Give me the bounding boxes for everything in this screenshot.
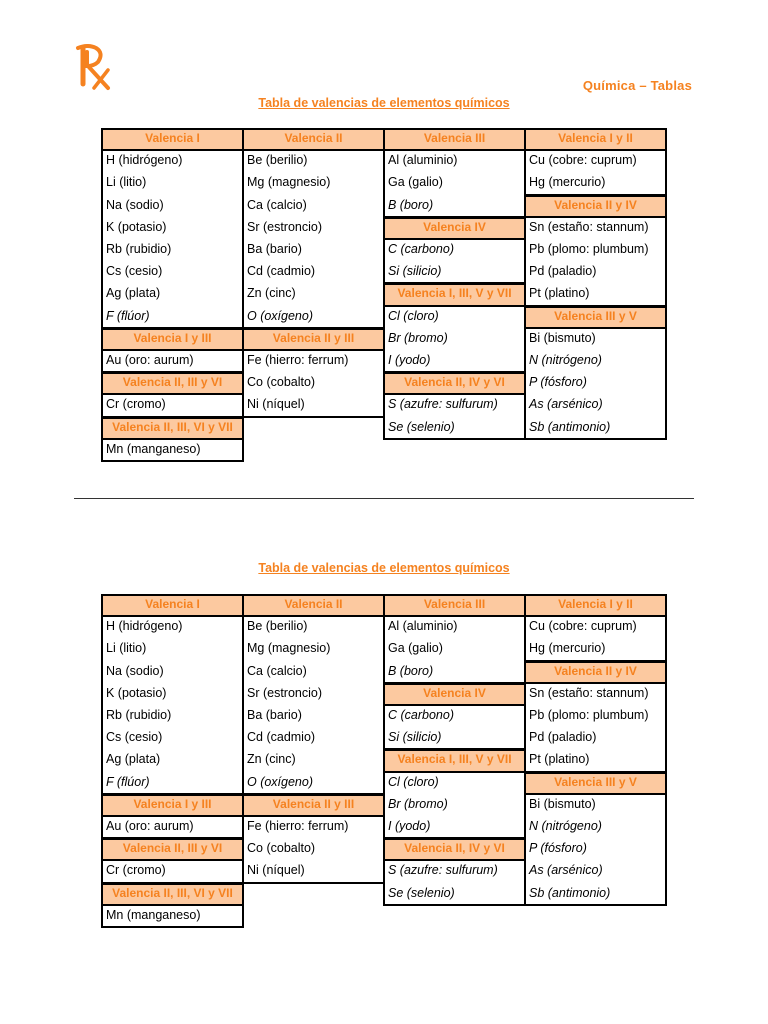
element-cell: Na (sodio) — [106, 663, 164, 678]
header-underline — [383, 771, 526, 773]
valence-header-valencia-ii-y-iv: Valencia II y IV — [525, 661, 666, 683]
element-cell: Bi (bismuto) — [529, 330, 596, 345]
valence-header-valencia-i-y-ii: Valencia I y II — [525, 594, 666, 616]
element-cell: Mg (magnesio) — [247, 175, 331, 190]
element-cell: Zn (cinc) — [247, 286, 296, 301]
valence-header-valencia-iii-y-v: Valencia III y V — [525, 772, 666, 794]
element-cell: Cd (cadmio) — [247, 730, 316, 745]
element-cell: Sr (estroncio) — [247, 219, 323, 234]
header-underline — [101, 615, 244, 617]
element-cell: Rb (rubidio) — [106, 708, 172, 722]
table-title: Tabla de valencias de elementos químicos — [258, 561, 510, 575]
valence-header-valencia-iv: Valencia IV — [384, 683, 525, 705]
element-cell: Pt (platino) — [529, 286, 590, 301]
page-header-title: Química – Tablas — [582, 78, 692, 93]
element-cell: H (hidrógeno) — [106, 153, 183, 168]
element-cell: Cr (cromo) — [106, 397, 166, 412]
element-cell: Cu (cobre: cuprum) — [529, 153, 637, 168]
valence-header-valencia-ii-iii-y-vi: Valencia II, III y VI — [102, 372, 243, 394]
element-cell: Cd (cadmio) — [247, 264, 316, 279]
element-cell: Li (litio) — [106, 175, 147, 190]
element-cell: Cl (cloro) — [388, 774, 439, 789]
element-cell: K (potasio) — [106, 685, 167, 700]
element-cell: Si (silicio) — [388, 264, 442, 279]
element-cell: Pd (paladio) — [529, 264, 597, 279]
element-cell: Li (litio) — [106, 641, 147, 656]
element-cell: N (nitrógeno) — [529, 819, 602, 833]
element-cell: Cs (cesio) — [106, 730, 163, 745]
header-underline — [524, 793, 667, 795]
element-cell: Mn (manganeso) — [106, 907, 201, 922]
element-cell: Cu (cobre: cuprum) — [529, 619, 637, 634]
valence-header-valencia-ii-iii-vi-y-vii: Valencia II, III, VI y VII — [102, 883, 243, 905]
element-cell: Se (selenio) — [388, 419, 455, 434]
element-cell: I (yodo) — [388, 353, 431, 367]
element-cell: Hg (mercurio) — [529, 175, 606, 190]
element-cell: Zn (cinc) — [247, 752, 296, 767]
valence-header-valencia-ii-y-iii: Valencia II y III — [243, 794, 384, 816]
element-cell: Sb (antimonio) — [529, 419, 611, 434]
valence-header-valencia-i-iii-v-y-vii: Valencia I, III, V y VII — [384, 283, 525, 305]
element-cell: Ag (plata) — [106, 286, 161, 301]
element-cell: F (flúor) — [106, 774, 150, 789]
element-cell: S (azufre: sulfurum) — [388, 397, 498, 412]
element-cell: I (yodo) — [388, 819, 431, 833]
valence-header-valencia-ii-y-iii: Valencia II y III — [243, 328, 384, 350]
valence-header-valencia-ii-iv-y-vi: Valencia II, IV y VI — [384, 838, 525, 860]
header-underline — [101, 904, 244, 906]
element-cell: Al (aluminio) — [388, 619, 458, 634]
valence-header-valencia-ii-iv-y-vi: Valencia II, IV y VI — [384, 372, 525, 394]
element-cell: Pb (plomo: plumbum) — [529, 708, 649, 722]
valence-table — [102, 594, 668, 928]
element-cell: Au (oro: aurum) — [106, 819, 194, 833]
header-underline — [383, 859, 526, 861]
element-cell: Be (berilio) — [247, 153, 308, 168]
element-cell: Ag (plata) — [106, 752, 161, 767]
element-cell: Au (oro: aurum) — [106, 353, 194, 367]
element-cell: Hg (mercurio) — [529, 641, 606, 656]
element-cell: N (nitrógeno) — [529, 353, 602, 367]
header-underline — [242, 615, 385, 617]
element-cell: Ca (calcio) — [247, 663, 307, 678]
element-cell: Sb (antimonio) — [529, 885, 611, 900]
element-cell: As (arsénico) — [529, 397, 603, 412]
element-cell: C (carbono) — [388, 708, 454, 722]
element-cell: O (oxígeno) — [247, 308, 314, 323]
element-cell: Si (silicio) — [388, 730, 442, 745]
element-cell: Ni (níquel) — [247, 863, 305, 878]
element-cell: Pt (platino) — [529, 752, 590, 767]
element-cell: Ca (calcio) — [247, 197, 307, 212]
element-cell: Mn (manganeso) — [106, 441, 201, 456]
header-underline — [101, 859, 244, 861]
element-cell: Co (cobalto) — [247, 375, 316, 390]
valence-header-valencia-i-iii-v-y-vii: Valencia I, III, V y VII — [384, 749, 525, 771]
header-underline — [383, 704, 526, 706]
element-cell: Cl (cloro) — [388, 308, 439, 323]
element-cell: H (hidrógeno) — [106, 619, 183, 634]
element-cell: B (boro) — [388, 663, 434, 678]
element-cell: Ni (níquel) — [247, 397, 305, 412]
element-cell: P (fósforo) — [529, 841, 587, 856]
element-cell: Mg (magnesio) — [247, 641, 331, 656]
element-cell: P (fósforo) — [529, 375, 587, 390]
valence-header-valencia-ii-iii-vi-y-vii: Valencia II, III, VI y VII — [102, 417, 243, 439]
element-cell: Fe (hierro: ferrum) — [247, 353, 349, 367]
valence-header-valencia-i-y-iii: Valencia I y III — [102, 794, 243, 816]
header-underline — [242, 815, 385, 817]
valence-header-valencia-ii-iii-y-vi: Valencia II, III y VI — [102, 838, 243, 860]
element-cell: B (boro) — [388, 197, 434, 212]
element-cell: Ga (galio) — [388, 175, 443, 190]
element-cell: Sn (estaño: stannum) — [529, 685, 649, 700]
element-cell: S (azufre: sulfurum) — [388, 863, 498, 878]
element-cell: O (oxígeno) — [247, 774, 314, 789]
element-cell: Cr (cromo) — [106, 863, 166, 878]
element-cell: Sr (estroncio) — [247, 685, 323, 700]
element-cell: As (arsénico) — [529, 863, 603, 878]
element-cell: Cs (cesio) — [106, 264, 163, 279]
element-cell: Ba (bario) — [247, 242, 302, 256]
element-cell: Be (berilio) — [247, 619, 308, 634]
valence-header-valencia-iv: Valencia IV — [384, 217, 525, 239]
valence-header-valencia-i: Valencia I — [102, 594, 243, 616]
element-cell: K (potasio) — [106, 219, 167, 234]
valence-header-valencia-i-y-ii: Valencia I y II — [525, 128, 666, 150]
element-cell: Rb (rubidio) — [106, 242, 172, 256]
element-cell: Bi (bismuto) — [529, 796, 596, 811]
element-cell: Se (selenio) — [388, 885, 455, 900]
valence-header-valencia-i: Valencia I — [102, 128, 243, 150]
table-title: Tabla de valencias de elementos químicos — [258, 96, 510, 110]
element-cell: Ga (galio) — [388, 641, 443, 656]
element-cell: Br (bromo) — [388, 796, 448, 811]
valence-header-valencia-iii: Valencia III — [384, 128, 525, 150]
header-underline — [524, 682, 667, 684]
valence-header-valencia-ii: Valencia II — [243, 594, 384, 616]
element-cell: Al (aluminio) — [388, 153, 458, 168]
valence-header-valencia-i-y-iii: Valencia I y III — [102, 328, 243, 350]
element-cell: Pd (paladio) — [529, 730, 597, 745]
header-underline — [383, 615, 526, 617]
valence-header-valencia-ii: Valencia II — [243, 128, 384, 150]
valence-header-valencia-iii-y-v: Valencia III y V — [525, 306, 666, 328]
valence-header-valencia-ii-y-iv: Valencia II y IV — [525, 195, 666, 217]
header-underline — [524, 615, 667, 617]
header-underline — [101, 815, 244, 817]
element-cell: F (flúor) — [106, 308, 150, 323]
element-cell: Sn (estaño: stannum) — [529, 219, 649, 234]
element-cell: Br (bromo) — [388, 330, 448, 345]
valence-header-valencia-iii: Valencia III — [384, 594, 525, 616]
element-cell: Ba (bario) — [247, 708, 302, 722]
element-cell: Fe (hierro: ferrum) — [247, 819, 349, 833]
element-cell: Co (cobalto) — [247, 841, 316, 856]
element-cell: Pb (plomo: plumbum) — [529, 242, 649, 256]
element-cell: C (carbono) — [388, 242, 454, 256]
element-cell: Na (sodio) — [106, 197, 164, 212]
